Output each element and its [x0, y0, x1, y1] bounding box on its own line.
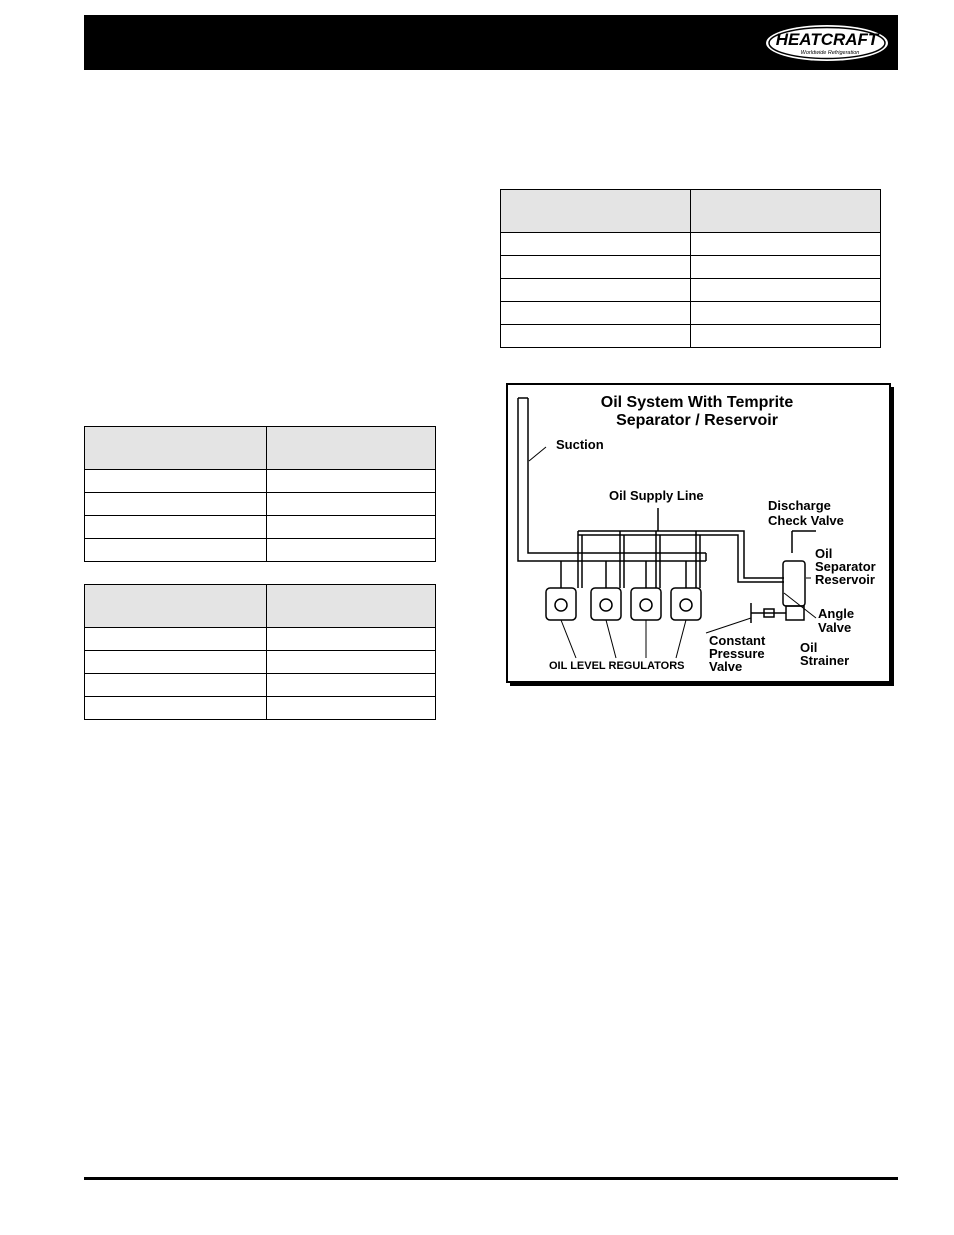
label-strainer-2: Strainer — [800, 653, 850, 668]
label-cpv-2: Pressure — [709, 646, 765, 661]
label-oil-sep-2: Separator — [815, 559, 876, 574]
table-header-cell — [267, 427, 436, 470]
table-row — [85, 539, 436, 562]
table-cell — [691, 302, 881, 325]
header-bar — [84, 15, 898, 70]
table-cell — [691, 256, 881, 279]
logo-wordmark: HEATCRAFT — [775, 30, 879, 49]
table-cell — [267, 674, 436, 697]
table-cell — [691, 325, 881, 348]
table-row — [85, 493, 436, 516]
footer-rule — [84, 1177, 898, 1180]
label-discharge-1: Discharge — [768, 498, 831, 513]
table-header-cell — [267, 585, 436, 628]
table-row — [85, 697, 436, 720]
table-header-cell — [85, 427, 267, 470]
table-cell — [267, 697, 436, 720]
table-header-cell — [691, 190, 881, 233]
heatcraft-logo — [764, 23, 890, 63]
table-row — [85, 651, 436, 674]
table-cell — [267, 493, 436, 516]
table-cell — [85, 516, 267, 539]
table-row — [501, 325, 881, 348]
table-cell — [501, 233, 691, 256]
label-cpv-1: Constant — [709, 633, 766, 648]
table-left-lower — [84, 584, 436, 720]
table-cell — [85, 470, 267, 493]
label-cpv-3: Valve — [709, 659, 743, 674]
label-oil-level-regulators: OIL LEVEL REGULATORS — [549, 660, 685, 672]
table-row — [501, 233, 881, 256]
table-row — [85, 470, 436, 493]
table-cell — [85, 539, 267, 562]
table-cell — [501, 279, 691, 302]
label-oil-supply-line: Oil Supply Line — [609, 488, 704, 503]
label-oil-sep-3: Reservoir — [815, 572, 875, 587]
label-discharge-2: Check Valve — [768, 513, 844, 528]
table-header-cell — [85, 585, 267, 628]
table-cell — [691, 279, 881, 302]
table-cell — [267, 628, 436, 651]
table-cell — [85, 697, 267, 720]
diagram-title-line2: Separator / Reservoir — [616, 412, 778, 429]
table-cell — [501, 256, 691, 279]
table-cell — [267, 539, 436, 562]
table-row — [501, 279, 881, 302]
table-row — [85, 516, 436, 539]
table-cell — [85, 628, 267, 651]
diagram-title-line1: Oil System With Temprite — [600, 394, 794, 411]
table-row — [85, 674, 436, 697]
label-strainer-1: Oil — [800, 640, 818, 655]
table-cell — [267, 516, 436, 539]
table-cell — [501, 302, 691, 325]
table-row — [501, 256, 881, 279]
table-cell — [691, 233, 881, 256]
table-cell — [85, 651, 267, 674]
table-header-cell — [501, 190, 691, 233]
label-oil-sep-1: Oil — [815, 546, 833, 561]
logo-tagline: Worldwide Refrigeration — [800, 50, 860, 56]
table-row — [85, 628, 436, 651]
label-suction: Suction — [556, 437, 604, 452]
table-cell — [501, 325, 691, 348]
table-cell — [267, 651, 436, 674]
label-angle-1: Angle — [818, 606, 855, 621]
table-cell — [85, 493, 267, 516]
table-left-upper — [84, 426, 436, 562]
table-cell — [267, 470, 436, 493]
table-cell — [85, 674, 267, 697]
oil-system-diagram — [506, 383, 896, 688]
label-angle-2: Valve — [818, 620, 852, 635]
table-top-right — [500, 189, 881, 348]
table-row — [501, 302, 881, 325]
